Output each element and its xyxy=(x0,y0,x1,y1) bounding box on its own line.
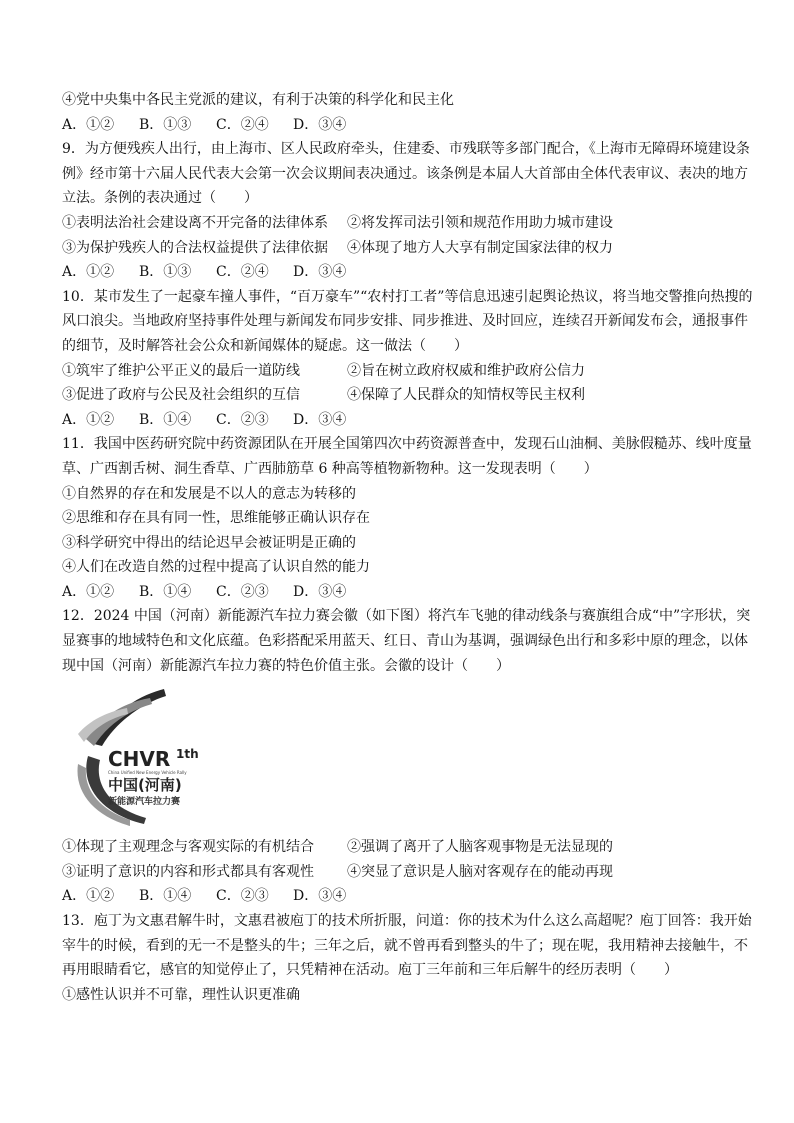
option-a[interactable]: A．①② xyxy=(62,116,115,133)
rally-emblem-image xyxy=(72,684,212,829)
option-d[interactable]: D．③④ xyxy=(293,888,347,905)
option-a[interactable]: A．①② xyxy=(62,264,115,281)
option-c[interactable]: C．②③ xyxy=(216,888,269,905)
emblem-tagline: China Unified New Energy Vehicle Rally xyxy=(108,770,187,776)
question-10 xyxy=(62,285,754,433)
statement-item: ①体现了主观理念与客观实际的有机结合 xyxy=(62,839,314,856)
question-stem: 10．某市发生了一起豪车撞人事件，“百万豪车”“农村打工者”等信息迅速引起舆论热议，将当地交警推向热搜的风口浪尖。当地政府坚持事件处理与新闻发布同步安排、同步推进、及时回应，连续召开新闻发布会，通报事件的细节，及时解答社会公众和新闻媒体的疑虑。这一做法（ ） xyxy=(62,288,753,354)
statement-item: ①感性认识并不可靠，理性认识更准确 xyxy=(62,986,300,1003)
emblem-line2: 新能源汽车拉力赛 xyxy=(108,797,181,808)
question-13 xyxy=(62,909,754,1007)
statement-item: ②将发挥司法引领和规范作用助力城市建设 xyxy=(347,214,613,231)
question-stem: 11．我国中医药研究院中药资源团队在开展全国第四次中药资源普查中，发现石山油桐、美脉假糙苏、线叶度量草、广西割舌树、洞生香草、广西肺筋草 6 种高等植物新物种。这一发现表明（ ） xyxy=(62,436,752,477)
statement-item: ④体现了地方人大享有制定国家法律的权力 xyxy=(347,239,613,256)
option-c[interactable]: C．②③ xyxy=(216,583,269,600)
option-d[interactable]: D．③④ xyxy=(293,583,347,600)
option-b[interactable]: B．①④ xyxy=(139,888,192,905)
answer-options xyxy=(62,884,754,909)
question-11 xyxy=(62,432,754,604)
statement-item: ④人们在改造自然的过程中提高了认识自然的能力 xyxy=(62,559,370,576)
statement-item: ④突显了意识是人脑对客观存在的能动再现 xyxy=(347,863,613,880)
statement-item: ③为保护残疾人的合法权益提供了法律依据 xyxy=(62,239,328,256)
option-a[interactable]: A．①② xyxy=(62,888,115,905)
question-stem: 13．庖丁为文惠君解牛时，文惠君被庖丁的技术所折服，问道：你的技术为什么这么高超呢？庖丁回答：我开始宰牛的时候，看到的无一不是整头的牛；三年之后，就不曾再看到整头的牛了；现在呢，我用精神去接触牛，不再用眼睛看它，感官的知觉停止了，只凭精神在活动。庖丁三年前和三年后解牛的经历表明（ ） xyxy=(62,913,752,979)
rally-emblem-graphic xyxy=(72,684,212,829)
statement-item: ①筑牢了维护公平正义的最后一道防线 xyxy=(62,362,300,379)
option-c[interactable]: C．②④ xyxy=(216,264,269,281)
answer-options xyxy=(62,408,754,433)
emblem-brand: CHVR xyxy=(108,747,171,772)
question-12 xyxy=(62,604,754,909)
option-c[interactable]: C．②③ xyxy=(216,411,269,428)
emblem-line1: 中国(河南) xyxy=(108,776,182,795)
emblem-edition: 1th xyxy=(176,747,199,762)
option-d[interactable]: D．③④ xyxy=(293,411,347,428)
statement-item: ③证明了意识的内容和形式都具有客观性 xyxy=(62,863,314,880)
question-stem: 12．2024 中国（河南）新能源汽车拉力赛会徽（如下图）将汽车飞驰的律动线条与赛旗组合成“中”字形状，突显赛事的地域特色和文化底蕴。色彩搭配采用蓝天、红日、青山为基调，强调绿色出行和多彩中原的理念，以体现中国（河南）新能源汽车拉力赛的特色价值主张。会徽的设计（ ） xyxy=(62,608,751,674)
statement-item: ②思维和存在具有同一性，思维能够正确认识存在 xyxy=(62,510,370,527)
intro-item: ④党中央集中各民主党派的建议，有利于决策的科学化和民主化 xyxy=(62,92,454,108)
option-d[interactable]: D．③④ xyxy=(293,264,347,281)
option-b[interactable]: B．①④ xyxy=(139,583,192,600)
statement-item: ②强调了离开了人脑客观事物是无法显现的 xyxy=(347,839,613,856)
statement-item: ④保障了人民群众的知情权等民主权利 xyxy=(347,387,585,404)
statement-item: ①表明法治社会建设离不开完备的法律体系 xyxy=(62,214,328,231)
option-b[interactable]: B．①③ xyxy=(139,116,192,133)
statement-item: ②旨在树立政府权威和维护政府公信力 xyxy=(347,362,585,379)
intro-options xyxy=(62,113,754,138)
answer-options xyxy=(62,580,754,605)
option-b[interactable]: B．①③ xyxy=(139,264,192,281)
option-a[interactable]: A．①② xyxy=(62,411,115,428)
option-d[interactable]: D．③④ xyxy=(293,116,347,133)
option-c[interactable]: C．②④ xyxy=(216,116,269,133)
option-a[interactable]: A．①② xyxy=(62,583,115,600)
statement-item: ③科学研究中得出的结论迟早会被证明是正确的 xyxy=(62,534,356,551)
question-9 xyxy=(62,137,754,285)
answer-options xyxy=(62,260,754,285)
statement-item: ①自然界的存在和发展是不以人的意志为转移的 xyxy=(62,485,356,502)
question-stem: 9．为方便残疾人出行，由上海市、区人民政府牵头，住建委、市残联等多部门配合，《上海市无障碍环境建设条例》经市第十六届人民代表大会第一次会议期间表决通过。该条例是本届人大首部由全体代表审议、表决的地方立法。条例的表决通过（ ） xyxy=(62,141,750,207)
statement-item: ③促进了政府与公民及社会组织的互信 xyxy=(62,387,300,404)
option-b[interactable]: B．①④ xyxy=(139,411,192,428)
